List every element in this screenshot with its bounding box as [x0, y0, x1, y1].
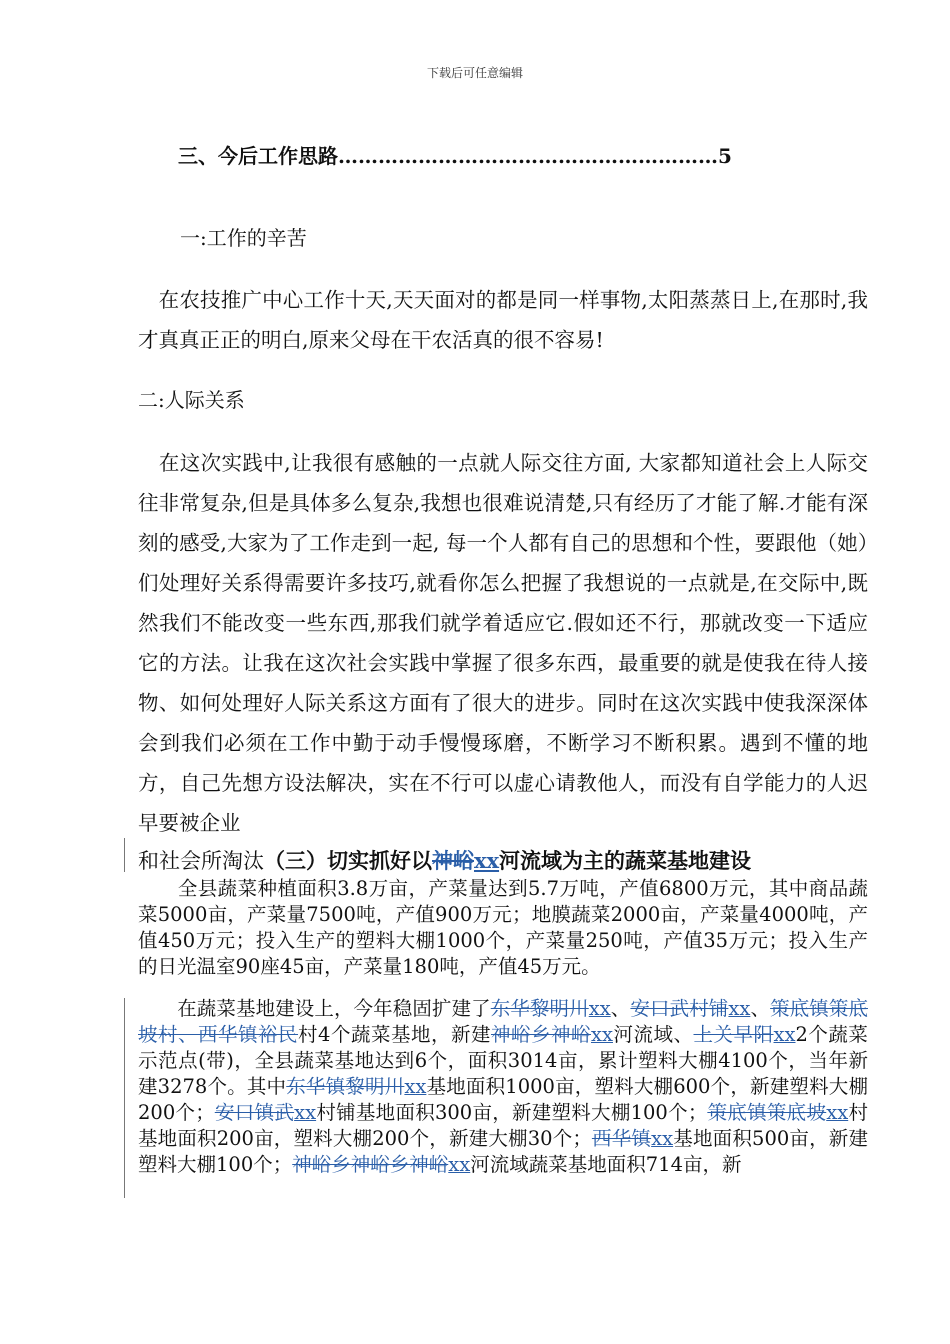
inserted-text: xx [773, 1023, 796, 1046]
section-title-a: （三）切实抓好以 [264, 848, 432, 873]
deleted-text: 西华镇 [591, 1127, 652, 1150]
deleted-text: 策底镇策底坡村、西华镇裕民 [138, 997, 868, 1046]
text-run: 在蔬菜基地建设上，今年稳固扩建了 [138, 997, 491, 1020]
section-prefix: 和社会所淘汰 [138, 849, 264, 873]
text-run: 、 [750, 997, 771, 1020]
page-header: 下载后可任意编辑 [426, 66, 523, 80]
deleted-text: 策底镇策底坡 [707, 1101, 827, 1124]
text-run: 河流域蔬菜基地面积714亩，新 [470, 1153, 742, 1176]
paragraph-base-construction [138, 996, 868, 1178]
text-run: 村4个蔬菜基地，新建 [298, 1023, 491, 1046]
section-heading-vegetable-base [138, 845, 751, 875]
deleted-text: 神峪乡神峪乡神峪 [292, 1153, 449, 1176]
deleted-text: 上关早阳 [693, 1023, 774, 1046]
inserted-text: xx [474, 848, 500, 873]
inserted-text: xx [448, 1153, 471, 1176]
heading-relationships: 二:人际关系 [138, 388, 245, 412]
text-run: 基地面积500亩，新建塑料大棚100个； [138, 1127, 868, 1176]
inserted-text: xx [588, 997, 611, 1020]
inserted-text: xx [590, 1023, 613, 1046]
text-run: 村基地面积200亩，塑料大棚200个，新建大棚30个； [138, 1101, 868, 1150]
inserted-text: xx [404, 1075, 427, 1098]
deleted-text: 安口镇武 [214, 1101, 295, 1124]
text-run: 2个蔬菜示范点(带)，全县蔬菜基地达到6个，面积3014亩，累计塑料大棚4100个，当年新建3278个。其中 [138, 1023, 868, 1098]
deleted-text: 东华黎明川 [490, 997, 589, 1020]
deleted-text: 神峪 [432, 848, 474, 873]
paragraph-relationships: 在这次实践中,让我很有感触的一点就人际交往方面, 大家都知道社会上人际交往非常复杂,但是具体多么复杂,我想也很难说清楚,只有经历了才能了解.才能有深刻的感受,大家为了工作走到一起, 每一个人都有自己的思想和个性，要跟他（她）们处理好关系得需要许多技巧,就看你怎么把握了我想说的一点就是,在交际中,既然我们不能改变一些东西,那我们就学着适应它.假如还不行，那就改变一下适应它的方法。让我在这次社会实践中掌握了很多东西，最重要的就是使我在待人接物、如何处理好人际关系这方面有了很大的进步。同时在这次实践中使我深深体会到我们必须在工作中勤于动手慢慢琢磨，不断学习不断积累。遇到不懂的地方，自己先想方设法解决，实在不行可以虚心请教他人，而没有自学能力的人迟早要被企业 [138, 451, 868, 835]
revision-bar [124, 998, 125, 1198]
toc-entry[interactable]: 三、今后工作思路…………………………………………………5 [178, 144, 732, 168]
deleted-text: 安口武村铺 [630, 997, 729, 1020]
revision-bar [124, 838, 125, 872]
deleted-text: 神峪乡神峪 [490, 1023, 591, 1046]
inserted-text: xx [294, 1101, 317, 1124]
inserted-text: xx [826, 1101, 849, 1124]
text-run: 村铺基地面积300亩，新建塑料大棚100个； [316, 1101, 708, 1124]
paragraph-work-hardship: 在农技推广中心工作十天,天天面对的都是同一样事物,太阳蒸蒸日上,在那时,我才真真正正的明白,原来父母在干农活真的很不容易! [138, 288, 868, 352]
text-run: 、 [610, 997, 631, 1020]
text-run: 基地面积1000亩，塑料大棚600个，新建塑料大棚200个； [138, 1075, 868, 1124]
section-title-b: 河流域为主的蔬菜基地建设 [499, 848, 752, 873]
inserted-text: xx [728, 997, 751, 1020]
paragraph-vegetable-area: 全县蔬菜种植面积3.8万亩，产菜量达到5.7万吨，产值6800万元，其中商品蔬菜5000亩，产菜量7500吨，产值900万元；地膜蔬菜2000亩，产菜量4000吨，产值450万元；投入生产的塑料大棚1000个，产菜量250吨，产值35万元；投入生产的日光温室90座45亩，产菜量180吨，产值45万元。 [138, 877, 868, 978]
text-run: 河流域、 [612, 1023, 694, 1046]
deleted-text: 东华镇黎明川 [286, 1075, 405, 1098]
heading-work-hardship: 一:工作的辛苦 [180, 226, 307, 250]
inserted-text: xx [651, 1127, 674, 1150]
